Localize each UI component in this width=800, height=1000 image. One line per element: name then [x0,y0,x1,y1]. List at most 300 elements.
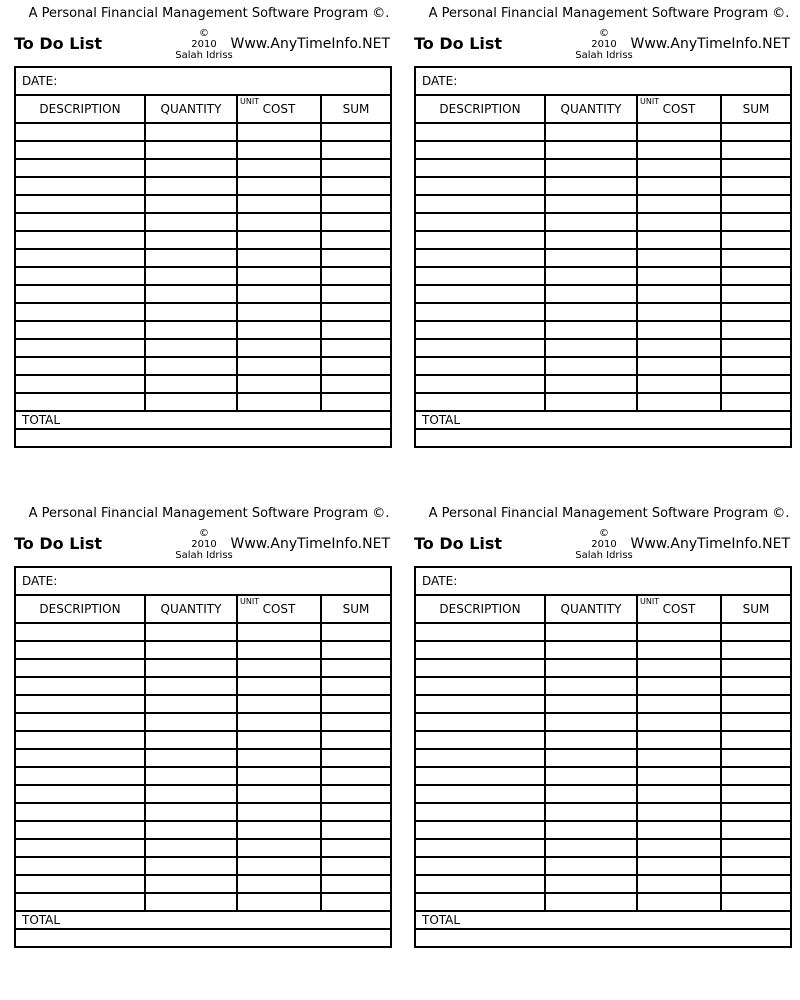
unit-cost-cell[interactable] [637,785,721,803]
table-row [15,857,391,875]
sum-cell[interactable] [321,285,391,303]
sum-cell[interactable] [721,357,791,375]
quantity-cell[interactable] [145,375,237,393]
unit-cost-cell[interactable] [237,177,321,195]
description-cell[interactable] [15,623,145,641]
unit-cost-cell[interactable] [637,231,721,249]
unit-cost-cell[interactable] [637,749,721,767]
table-row [15,339,391,357]
description-cell[interactable] [415,123,545,141]
quantity-cell[interactable] [545,695,637,713]
list-title: To Do List [414,534,503,553]
date-cell[interactable] [415,567,791,595]
description-cell[interactable] [15,695,145,713]
table-row [415,713,791,731]
description-cell[interactable] [415,857,545,875]
description-cell[interactable] [15,893,145,911]
unit-cost-cell[interactable] [637,767,721,785]
description-cell[interactable] [415,357,545,375]
unit-cost-cell[interactable] [637,195,721,213]
description-cell[interactable] [15,321,145,339]
sum-cell[interactable] [721,623,791,641]
description-cell[interactable] [415,875,545,893]
unit-cost-cell[interactable] [237,731,321,749]
sum-cell[interactable] [321,767,391,785]
quantity-cell[interactable] [545,659,637,677]
unit-cost-cell[interactable] [637,267,721,285]
table-row [15,821,391,839]
unit-cost-cell[interactable] [637,731,721,749]
program-title: A Personal Financial Management Software Program ©. [28,506,390,521]
unit-cost-cell[interactable] [637,875,721,893]
description-cell[interactable] [15,659,145,677]
sum-cell[interactable] [321,749,391,767]
sum-cell[interactable] [321,393,391,411]
description-cell[interactable] [415,195,545,213]
unit-cost-cell[interactable] [237,375,321,393]
sum-cell[interactable] [321,803,391,821]
sum-cell[interactable] [721,875,791,893]
sum-cell[interactable] [321,195,391,213]
sum-cell[interactable] [721,339,791,357]
unit-cost-cell[interactable] [237,839,321,857]
unit-cost-cell[interactable] [237,641,321,659]
unit-label: UNIT [240,597,260,606]
description-cell[interactable] [415,641,545,659]
description-cell[interactable] [415,749,545,767]
description-cell[interactable] [415,677,545,695]
quantity-cell[interactable] [145,839,237,857]
description-cell[interactable] [415,375,545,393]
description-cell[interactable] [415,393,545,411]
quantity-cell[interactable] [545,731,637,749]
description-cell[interactable] [415,141,545,159]
unit-cost-cell[interactable] [637,177,721,195]
quantity-cell[interactable] [545,875,637,893]
sum-cell[interactable] [321,875,391,893]
description-cell[interactable] [15,213,145,231]
quantity-cell[interactable] [145,339,237,357]
description-cell[interactable] [15,303,145,321]
quantity-cell[interactable] [545,177,637,195]
description-cell[interactable] [415,695,545,713]
date-row [15,567,391,595]
quantity-header: QUANTITY [545,95,637,123]
quantity-cell[interactable] [545,803,637,821]
quantity-cell[interactable] [145,641,237,659]
date-row [15,67,391,95]
sum-cell[interactable] [721,767,791,785]
sum-cell[interactable] [721,677,791,695]
quantity-cell[interactable] [545,231,637,249]
table-row [15,123,391,141]
sum-cell[interactable] [721,893,791,911]
sum-cell[interactable] [321,303,391,321]
description-cell[interactable] [15,339,145,357]
unit-cost-cell[interactable] [637,213,721,231]
description-cell[interactable] [415,177,545,195]
unit-cost-cell[interactable] [637,141,721,159]
description-cell[interactable] [415,249,545,267]
unit-cost-cell[interactable] [637,303,721,321]
copyright-symbol: © [599,28,609,39]
quantity-cell[interactable] [145,321,237,339]
description-cell[interactable] [15,285,145,303]
quantity-cell[interactable] [145,659,237,677]
description-cell[interactable] [415,213,545,231]
description-cell[interactable] [415,339,545,357]
description-cell[interactable] [15,803,145,821]
quantity-cell[interactable] [145,803,237,821]
sum-cell[interactable] [721,159,791,177]
unit-cost-cell[interactable] [237,803,321,821]
table-row [15,249,391,267]
quantity-cell[interactable] [145,285,237,303]
unit-cost-cell[interactable] [237,267,321,285]
quantity-cell[interactable] [545,393,637,411]
unit-cost-cell[interactable] [637,803,721,821]
quantity-cell[interactable] [545,195,637,213]
sum-cell[interactable] [321,159,391,177]
total-label: TOTAL [22,413,61,427]
date-cell[interactable] [15,567,391,595]
quantity-cell[interactable] [145,785,237,803]
unit-cost-cell[interactable] [637,623,721,641]
unit-cost-cell[interactable] [237,141,321,159]
quantity-cell[interactable] [545,749,637,767]
sum-cell[interactable] [321,785,391,803]
total-cell [15,411,391,429]
unit-cost-cell[interactable] [237,123,321,141]
unit-cost-cell[interactable] [237,357,321,375]
quantity-cell[interactable] [145,821,237,839]
sum-cell[interactable] [721,123,791,141]
copyright-symbol: © [199,28,209,39]
header-row [15,595,391,623]
unit-cost-cell[interactable] [237,231,321,249]
quantity-cell[interactable] [145,749,237,767]
unit-cost-cell[interactable] [637,159,721,177]
sum-cell[interactable] [321,713,391,731]
sum-cell[interactable] [321,249,391,267]
author-name: Salah Idriss [175,550,233,561]
unit-cost-cell[interactable] [637,285,721,303]
quantity-cell[interactable] [545,767,637,785]
sum-cell[interactable] [321,623,391,641]
sum-cell[interactable] [321,641,391,659]
quantity-cell[interactable] [545,123,637,141]
unit-cost-cell[interactable] [637,695,721,713]
table-row [415,375,791,393]
description-cell[interactable] [15,713,145,731]
description-cell[interactable] [415,713,545,731]
quantity-cell[interactable] [545,285,637,303]
description-cell[interactable] [415,321,545,339]
description-cell[interactable] [15,177,145,195]
description-cell[interactable] [15,677,145,695]
unit-cost-cell[interactable] [237,213,321,231]
unit-label: UNIT [640,597,660,606]
description-cell[interactable] [415,623,545,641]
sum-cell[interactable] [721,695,791,713]
table-row [15,141,391,159]
quantity-cell[interactable] [545,893,637,911]
unit-cost-cell[interactable] [237,893,321,911]
unit-cost-cell[interactable] [237,195,321,213]
description-cell[interactable] [15,767,145,785]
quantity-cell[interactable] [145,123,237,141]
unit-cost-cell[interactable] [237,339,321,357]
total-value-cell[interactable] [15,429,391,447]
description-cell[interactable] [15,749,145,767]
unit-cost-cell[interactable] [637,713,721,731]
sum-header: SUM [721,595,791,623]
unit-cost-cell[interactable] [237,159,321,177]
description-cell[interactable] [15,195,145,213]
quantity-header: QUANTITY [545,595,637,623]
table-row [415,785,791,803]
unit-cost-cell[interactable] [237,875,321,893]
unit-cost-cell[interactable] [237,303,321,321]
sum-cell[interactable] [721,857,791,875]
total-value-cell[interactable] [415,429,791,447]
description-cell[interactable] [15,123,145,141]
description-cell[interactable] [15,141,145,159]
todo-card [414,500,794,996]
sum-cell[interactable] [721,713,791,731]
unit-cost-cell[interactable] [237,785,321,803]
quantity-cell[interactable] [545,321,637,339]
sum-cell[interactable] [721,821,791,839]
table-row [15,749,391,767]
quantity-cell[interactable] [545,357,637,375]
description-cell[interactable] [415,821,545,839]
quantity-cell[interactable] [145,623,237,641]
date-cell[interactable] [15,67,391,95]
quantity-cell[interactable] [145,141,237,159]
unit-cost-cell[interactable] [637,339,721,357]
unit-cost-cell[interactable] [637,123,721,141]
description-cell[interactable] [415,303,545,321]
unit-cost-cell[interactable] [237,249,321,267]
table-row [15,213,391,231]
unit-cost-cell[interactable] [237,659,321,677]
sum-cell[interactable] [321,177,391,195]
sum-cell[interactable] [321,321,391,339]
quantity-cell[interactable] [545,339,637,357]
quantity-cell[interactable] [145,767,237,785]
quantity-cell[interactable] [145,713,237,731]
cost-label: COST [262,102,296,116]
description-cell[interactable] [15,731,145,749]
unit-cost-cell[interactable] [637,677,721,695]
sum-cell[interactable] [321,695,391,713]
quantity-cell[interactable] [145,393,237,411]
quantity-cell[interactable] [145,177,237,195]
sum-cell[interactable] [721,177,791,195]
description-cell[interactable] [15,375,145,393]
quantity-cell[interactable] [545,303,637,321]
unit-cost-cell[interactable] [237,623,321,641]
sum-cell[interactable] [321,123,391,141]
quantity-cell[interactable] [545,839,637,857]
description-cell[interactable] [415,731,545,749]
sum-cell[interactable] [321,267,391,285]
quantity-cell[interactable] [545,249,637,267]
description-cell[interactable] [15,821,145,839]
quantity-cell[interactable] [145,731,237,749]
total-row [415,911,791,929]
quantity-cell[interactable] [145,231,237,249]
description-cell[interactable] [15,159,145,177]
description-cell[interactable] [415,659,545,677]
description-cell[interactable] [415,159,545,177]
quantity-cell[interactable] [145,677,237,695]
unit-cost-cell[interactable] [237,393,321,411]
quantity-cell[interactable] [145,303,237,321]
quantity-cell[interactable] [545,141,637,159]
sum-cell[interactable] [721,839,791,857]
description-cell[interactable] [15,357,145,375]
description-cell[interactable] [415,267,545,285]
table-row [415,177,791,195]
description-cell[interactable] [15,857,145,875]
description-cell[interactable] [15,641,145,659]
unit-cost-cell[interactable] [637,821,721,839]
unit-cost-cell[interactable] [237,285,321,303]
unit-cost-cell[interactable] [637,839,721,857]
description-cell[interactable] [415,803,545,821]
description-cell[interactable] [15,267,145,285]
sum-cell[interactable] [721,303,791,321]
sum-cell[interactable] [721,785,791,803]
description-cell[interactable] [15,393,145,411]
sum-cell[interactable] [721,749,791,767]
sum-cell[interactable] [721,659,791,677]
unit-cost-cell[interactable] [637,321,721,339]
table-row [15,641,391,659]
sum-cell[interactable] [321,357,391,375]
unit-cost-cell[interactable] [637,641,721,659]
sum-cell[interactable] [721,195,791,213]
total-value-cell[interactable] [415,929,791,947]
unit-cost-cell[interactable] [637,393,721,411]
quantity-cell[interactable] [145,875,237,893]
sum-cell[interactable] [721,375,791,393]
unit-cost-cell[interactable] [637,357,721,375]
table-row [415,893,791,911]
sum-cell[interactable] [721,249,791,267]
quantity-cell[interactable] [545,641,637,659]
quantity-cell[interactable] [545,375,637,393]
description-cell[interactable] [415,893,545,911]
description-cell[interactable] [415,839,545,857]
sum-cell[interactable] [721,803,791,821]
sum-cell[interactable] [721,231,791,249]
description-cell[interactable] [415,785,545,803]
unit-cost-cell[interactable] [237,321,321,339]
quantity-cell[interactable] [545,623,637,641]
sum-cell[interactable] [721,267,791,285]
quantity-cell[interactable] [145,267,237,285]
quantity-cell[interactable] [145,195,237,213]
quantity-cell[interactable] [145,249,237,267]
quantity-cell[interactable] [545,677,637,695]
description-cell[interactable] [15,839,145,857]
sum-cell[interactable] [321,659,391,677]
description-cell[interactable] [415,767,545,785]
quantity-cell[interactable] [545,213,637,231]
quantity-cell[interactable] [545,821,637,839]
unit-cost-cell[interactable] [237,821,321,839]
quantity-cell[interactable] [145,893,237,911]
sum-cell[interactable] [321,375,391,393]
quantity-cell[interactable] [145,357,237,375]
sum-cell[interactable] [321,821,391,839]
sum-cell[interactable] [721,731,791,749]
quantity-cell[interactable] [145,857,237,875]
unit-cost-cell[interactable] [637,857,721,875]
sum-cell[interactable] [321,893,391,911]
unit-cost-cell[interactable] [637,659,721,677]
quantity-cell[interactable] [545,159,637,177]
sum-cell[interactable] [721,141,791,159]
sum-cell[interactable] [321,141,391,159]
description-cell[interactable] [415,285,545,303]
sum-cell[interactable] [721,321,791,339]
date-cell[interactable] [415,67,791,95]
sum-cell[interactable] [321,231,391,249]
quantity-cell[interactable] [145,695,237,713]
description-cell[interactable] [15,231,145,249]
quantity-cell[interactable] [545,713,637,731]
description-cell[interactable] [15,249,145,267]
sum-cell[interactable] [321,857,391,875]
sum-cell[interactable] [721,641,791,659]
unit-cost-cell[interactable] [237,713,321,731]
unit-cost-cell[interactable] [237,749,321,767]
unit-cost-cell[interactable] [237,677,321,695]
quantity-cell[interactable] [145,213,237,231]
quantity-cell[interactable] [145,159,237,177]
quantity-cell[interactable] [545,857,637,875]
description-cell[interactable] [15,785,145,803]
unit-cost-cell[interactable] [237,857,321,875]
unit-cost-cell[interactable] [637,249,721,267]
website-text: Www.AnyTimeInfo.NET [230,36,390,52]
sum-cell[interactable] [321,839,391,857]
quantity-cell[interactable] [545,267,637,285]
unit-cost-cell[interactable] [237,695,321,713]
unit-cost-cell[interactable] [637,893,721,911]
sum-cell[interactable] [721,213,791,231]
total-value-cell[interactable] [15,929,391,947]
description-cell[interactable] [415,231,545,249]
unit-cost-cell[interactable] [637,375,721,393]
unit-cost-cell[interactable] [237,767,321,785]
sum-cell[interactable] [321,677,391,695]
sum-cell[interactable] [321,339,391,357]
table-row [15,357,391,375]
sum-cell[interactable] [321,213,391,231]
sum-cell[interactable] [721,285,791,303]
total-value-row [415,429,791,447]
author-name: Salah Idriss [175,50,233,61]
sum-cell[interactable] [321,731,391,749]
sum-cell[interactable] [721,393,791,411]
description-cell[interactable] [15,875,145,893]
quantity-cell[interactable] [545,785,637,803]
